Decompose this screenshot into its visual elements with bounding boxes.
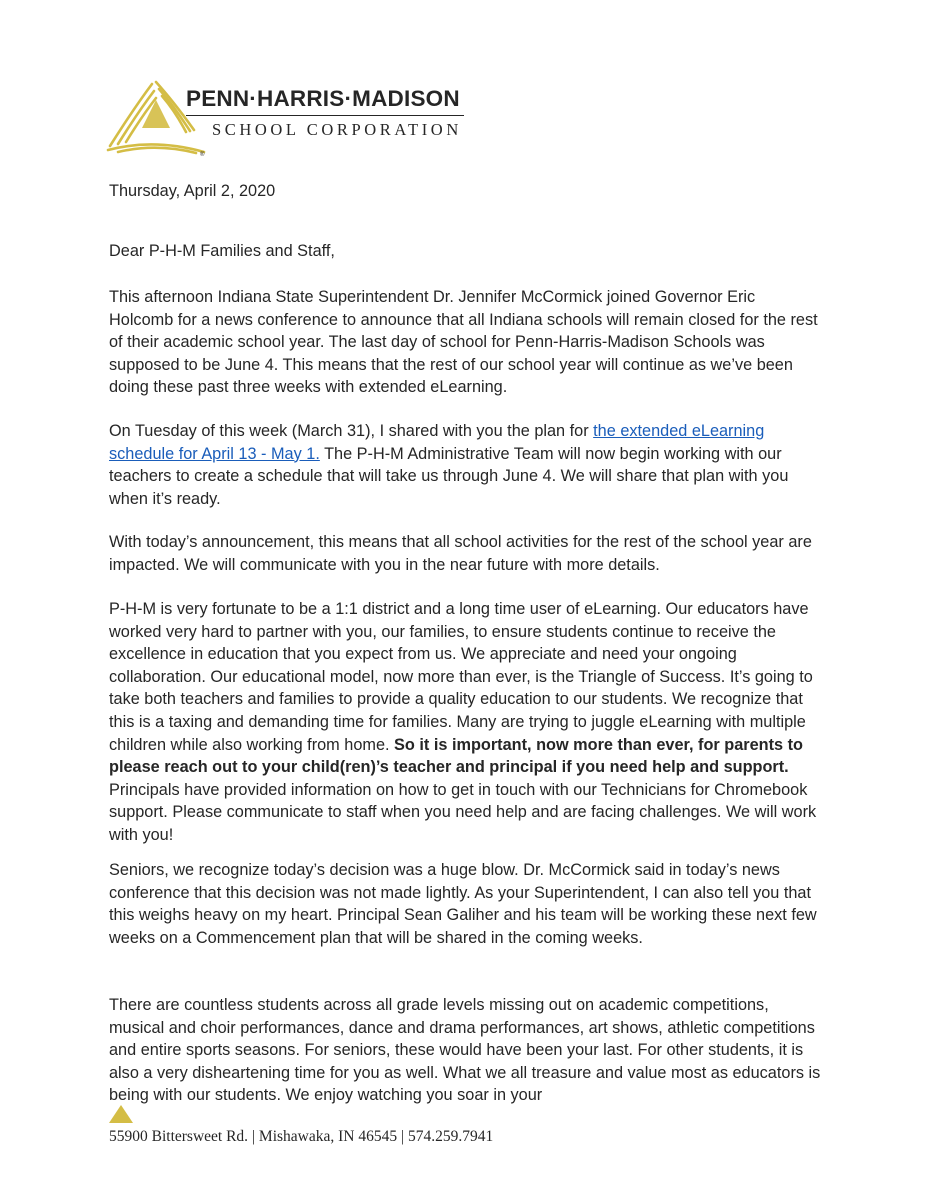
org-name: PENN·HARRIS·MADISON <box>186 86 460 111</box>
paragraph-4-bold-text: So it is important, now more than ever, for parents to please reach out to your child(ren)’s teacher and principal if you need help and support. <box>109 735 803 777</box>
letter-salutation: Dear P-H-M Families and Staff, <box>109 242 335 260</box>
paragraph-3: With today’s announcement, this means that all school activities for the rest of the school year are impacted. We will communicate with you in the near future with more details. <box>109 533 812 574</box>
elearning-schedule-link[interactable]: the extended eLearning schedule for April 13 - May 1. <box>109 422 765 463</box>
paragraph-6: There are countless students across all grade levels missing out on academic competitions, musical and choir performances, dance and drama performances, art shows, athletic competitions and entire sports seasons. For seniors, these would have been your last. For other students, it is also a very disheartening time for you as well. What we all treasure and value most as educators is being with our students. We enjoy watching you soar in your <box>109 996 821 1105</box>
paragraph-4-text-after: Principals have provided information on how to get in touch with our Technicians for Chromebook support. Please communicate to staff when you need help and are facing challenges. We will work with you! <box>109 780 817 844</box>
paragraph-2 <box>109 420 821 510</box>
letter-date: Thursday, April 2, 2020 <box>109 182 276 200</box>
org-subtitle: SCHOOL CORPORATION <box>212 120 462 139</box>
paragraph-1: This afternoon Indiana State Superintendent Dr. Jennifer McCormick joined Governor Eric Holcomb for a news conference to announce that all Indiana schools will remain closed for the rest of their academic school year. The last day of school for Penn-Harris-Madison Schools was supposed to be June 4. This means that the rest of our school year will continue as we’ve been doing these past three weeks with extended eLearning. <box>109 288 818 397</box>
paragraph-4-text-before: P-H-M is very fortunate to be a 1:1 district and a long time user of eLearning. Our educators have worked very hard to partner with you, our families, to ensure students continue to receive the excellence in education that you expect from us. We appreciate and need your ongoing collaboration. Our educational model, now more than ever, is the Triangle of Success. It’s going to take both teachers and families to provide a quality education to our students. We recognize that this is a taxing and demanding time for families. Many are trying to juggle eLearning with multiple children while also working from home. <box>109 600 813 754</box>
paragraph-2-text-after: The P-H-M Administrative Team will now begin working with our teachers to create a schedule that will take us through June 4. We will share that plan with you when it’s ready. <box>109 444 789 508</box>
registered-mark: ® <box>200 152 205 158</box>
paragraph-4 <box>109 598 821 847</box>
footer-address: 55900 Bittersweet Rd. | Mishawaka, IN 46545 | 574.259.7941 <box>109 1128 494 1145</box>
header-divider <box>186 115 464 116</box>
footer-triangle-icon <box>108 1104 134 1124</box>
paragraph-5: Seniors, we recognize today’s decision was a huge blow. Dr. McCormick said in today’s news conference that this decision was not made lightly. As your Superintendent, I can also tell you that this weighs heavy on my heart. Principal Sean Galiher and his team will be working these next few weeks on a Commencement plan that will be shared in the coming weeks. <box>109 861 817 947</box>
paragraph-2-text-before: On Tuesday of this week (March 31), I shared with you the plan for <box>109 422 594 440</box>
